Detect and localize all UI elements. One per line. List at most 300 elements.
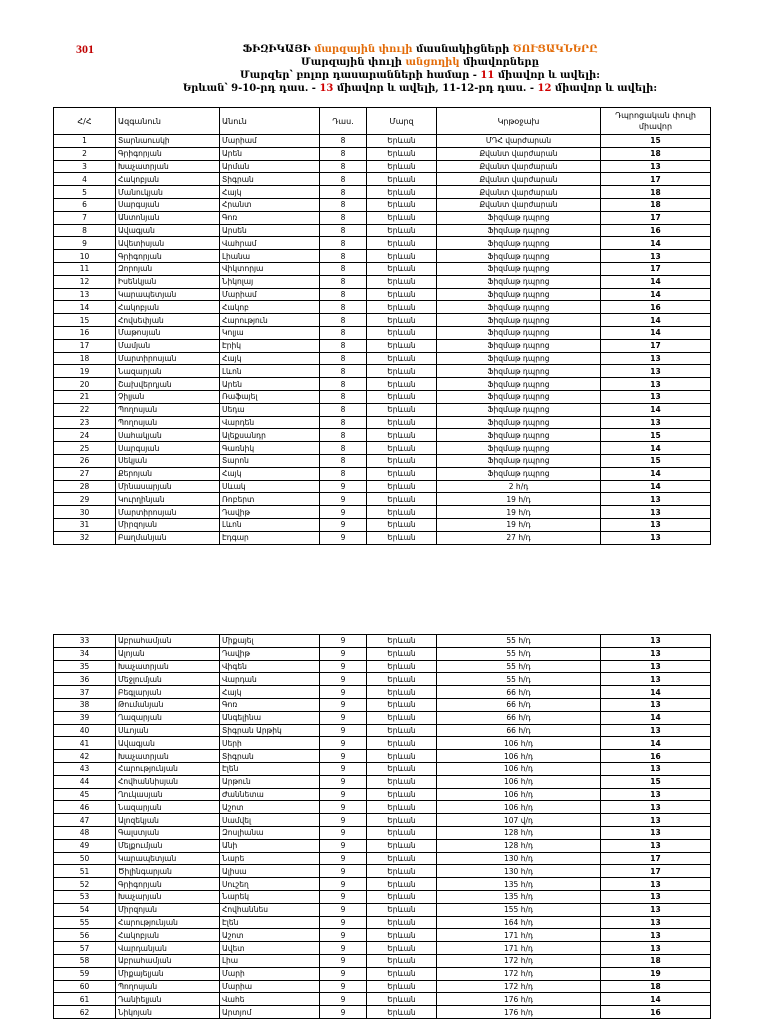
table-cell: 35 (54, 660, 116, 673)
table-cell: 9 (320, 673, 367, 686)
table-cell: Նարեկ (220, 890, 320, 903)
table-cell: 13 (601, 826, 711, 839)
table-cell: 13 (601, 390, 711, 403)
header-text: Երևան՝ 9-10-րդ դաս. - (182, 83, 320, 94)
table-cell: Պողոսյան (116, 416, 220, 429)
table-row (54, 839, 711, 852)
table-cell: 8 (320, 211, 367, 224)
table-row (54, 224, 711, 237)
table-cell: 55 հ/դ (437, 647, 601, 660)
table-cell: Երևան (367, 250, 437, 263)
header-line-3 (150, 69, 690, 82)
table-cell: Մանուկյան (116, 186, 220, 199)
table-cell: Երևան (367, 186, 437, 199)
table-cell: Քվանտ վարժարան (437, 173, 601, 186)
table-cell: Էլեն (220, 762, 320, 775)
table-row (54, 942, 711, 955)
table-cell: Երևան (367, 878, 437, 891)
results-table-bottom (53, 634, 711, 1019)
table-cell: 13 (54, 288, 116, 301)
document-header (150, 43, 690, 95)
table-cell: 130 հ/դ (437, 852, 601, 865)
table-cell: 8 (320, 237, 367, 250)
table-cell: 106 հ/դ (437, 801, 601, 814)
table-cell: Քերոյան (116, 467, 220, 480)
table-cell: Գառնիկ (220, 442, 320, 455)
table-cell: 8 (320, 429, 367, 442)
table-cell: 9 (320, 737, 367, 750)
table-cell: Խաչատրյան (116, 750, 220, 763)
table-cell: 13 (601, 416, 711, 429)
table-cell: Սերի (220, 737, 320, 750)
table-cell: Սևակ (220, 480, 320, 493)
table-cell: 172 հ/դ (437, 980, 601, 993)
table-cell: Երևան (367, 147, 437, 160)
table-cell: Երևան (367, 903, 437, 916)
table-cell: 2 (54, 147, 116, 160)
header-line-1 (150, 43, 690, 56)
table-cell: 52 (54, 878, 116, 891)
table-cell: Շախվերդյան (116, 378, 220, 391)
table-cell: 13 (601, 531, 711, 544)
table-cell: 15 (54, 314, 116, 327)
table-cell: 8 (320, 160, 367, 173)
table-cell: 13 (601, 493, 711, 506)
table-cell: 16 (601, 301, 711, 314)
table-cell: Գոռ (220, 211, 320, 224)
table-row (54, 647, 711, 660)
table-cell: Միրզոյան (116, 518, 220, 531)
table-cell: 13 (601, 878, 711, 891)
table-cell: 18 (601, 147, 711, 160)
table-cell: 44 (54, 775, 116, 788)
table-cell: Ֆիզմաթ դպրոց (437, 211, 601, 224)
table-cell: Հարությունյան (116, 762, 220, 775)
header-highlight: ԾՈՒՑԱԿՆԵՐԸ (512, 44, 598, 55)
table-row (54, 352, 711, 365)
table-cell: 13 (601, 635, 711, 648)
table-row (54, 237, 711, 250)
table-cell: 13 (601, 352, 711, 365)
table-cell: Ավետ (220, 942, 320, 955)
table-row (54, 250, 711, 263)
table-cell: 14 (601, 314, 711, 327)
table-cell: 9 (320, 980, 367, 993)
table-row (54, 878, 711, 891)
table-cell: 18 (54, 352, 116, 365)
table-cell: 13 (601, 903, 711, 916)
table-cell: Երևան (367, 173, 437, 186)
table-row (54, 454, 711, 467)
header-line-4 (150, 82, 690, 95)
table-cell: 13 (601, 378, 711, 391)
table-cell: Ծիլինգարյան (116, 865, 220, 878)
table-cell: Անի (220, 839, 320, 852)
table-cell: Երևան (367, 288, 437, 301)
table-cell: Երևան (367, 967, 437, 980)
table-cell: 4 (54, 173, 116, 186)
table-cell: Մարի (220, 967, 320, 980)
column-header: Դպրոցական փուլի միավոր (601, 108, 711, 135)
table-cell: Նարե (220, 852, 320, 865)
table-cell: Ֆիզմաթ դպրոց (437, 442, 601, 455)
table-cell: 11 (54, 262, 116, 275)
table-row (54, 673, 711, 686)
table-cell: 9 (320, 724, 367, 737)
table-cell: 39 (54, 711, 116, 724)
table-cell: Դավիթ (220, 506, 320, 519)
table-cell: Ավագյան (116, 737, 220, 750)
table-row (54, 724, 711, 737)
header-text: միավոր և ավելի: (494, 70, 600, 81)
table-cell: Զորոյան (116, 262, 220, 275)
header-text: միավորները (459, 57, 539, 68)
table-cell: 7 (54, 211, 116, 224)
table-cell: 13 (601, 647, 711, 660)
table-cell: Սեկյան (116, 454, 220, 467)
table-cell: Երևան (367, 788, 437, 801)
table-cell: 55 հ/դ (437, 673, 601, 686)
table-cell: 50 (54, 852, 116, 865)
table-cell: 55 հ/դ (437, 635, 601, 648)
table-cell: 8 (320, 403, 367, 416)
table-cell: Մամյան (116, 339, 220, 352)
table-cell: Արման (220, 160, 320, 173)
table-cell: 12 (54, 275, 116, 288)
table-cell: 8 (320, 198, 367, 211)
table-cell: 6 (54, 198, 116, 211)
table-cell: Աբրահամյան (116, 635, 220, 648)
table-row (54, 275, 711, 288)
table-row (54, 929, 711, 942)
table-row (54, 442, 711, 455)
table-row (54, 531, 711, 544)
table-cell: Նիկոյան (116, 1006, 220, 1019)
table-row (54, 775, 711, 788)
table-row (54, 390, 711, 403)
table-cell: 54 (54, 903, 116, 916)
table-cell: Երևան (367, 493, 437, 506)
table-cell: 53 (54, 890, 116, 903)
table-cell: 9 (320, 506, 367, 519)
table-cell: Արթուն (220, 775, 320, 788)
table-cell: Վահրամ (220, 237, 320, 250)
table-cell: 17 (601, 339, 711, 352)
table-cell: Վարդանյան (116, 942, 220, 955)
table-cell: Մարտիրոսյան (116, 352, 220, 365)
table-row (54, 852, 711, 865)
table-cell: Գրիգորյան (116, 250, 220, 263)
table-cell: 9 (320, 493, 367, 506)
table-cell: Խաչատրյան (116, 160, 220, 173)
table-cell: Երևան (367, 852, 437, 865)
table-cell: Երևան (367, 211, 437, 224)
table-cell: Աբրահամյան (116, 954, 220, 967)
table-cell: 9 (320, 929, 367, 942)
table-cell: Երևան (367, 660, 437, 673)
table-cell: 16 (601, 750, 711, 763)
table-cell: Երևան (367, 737, 437, 750)
table-row (54, 467, 711, 480)
table-cell: Հովհաննիսյան (116, 775, 220, 788)
header-highlight: անցողիկ (405, 57, 460, 68)
table-cell: 8 (320, 365, 367, 378)
table-cell: Նազարյան (116, 801, 220, 814)
table-cell: Հակոբյան (116, 301, 220, 314)
table-cell: 9 (320, 660, 367, 673)
table-cell: 5 (54, 186, 116, 199)
table-row (54, 378, 711, 391)
table-cell: 9 (320, 852, 367, 865)
table-cell: 27 հ/դ (437, 531, 601, 544)
table-cell: Երևան (367, 916, 437, 929)
table-cell: 8 (320, 250, 367, 263)
table-cell: 17 (601, 262, 711, 275)
table-cell: Կուրղինյան (116, 493, 220, 506)
table-cell: 8 (320, 262, 367, 275)
table-cell: Ալեքսանդր (220, 429, 320, 442)
table-cell: 13 (601, 160, 711, 173)
table-cell: 14 (601, 275, 711, 288)
table-cell: 60 (54, 980, 116, 993)
table-cell: 18 (601, 980, 711, 993)
table-cell: 14 (54, 301, 116, 314)
table-cell: Ֆիզմաթ դպրոց (437, 429, 601, 442)
table-cell: 9 (320, 711, 367, 724)
table-cell: 36 (54, 673, 116, 686)
table-cell: Աշոտ (220, 801, 320, 814)
table-cell: 14 (601, 288, 711, 301)
table-cell: Հայկ (220, 686, 320, 699)
table-cell: 8 (320, 378, 367, 391)
table-cell: 172 հ/դ (437, 967, 601, 980)
table-cell: Երևան (367, 647, 437, 660)
table-cell: Հակոբ (220, 301, 320, 314)
table-cell: 107 վ/դ (437, 814, 601, 827)
table-cell: 13 (601, 724, 711, 737)
table-cell: 106 հ/դ (437, 737, 601, 750)
table-cell: Թումանյան (116, 698, 220, 711)
table-cell: Ֆիզմաթ դպրոց (437, 403, 601, 416)
table-cell: Երևան (367, 801, 437, 814)
table-cell: Էլեն (220, 916, 320, 929)
table-cell: Տիգրան (220, 173, 320, 186)
table-row (54, 903, 711, 916)
table-cell: Արտյոմ (220, 1006, 320, 1019)
table-row (54, 326, 711, 339)
table-cell: 55 (54, 916, 116, 929)
table-row (54, 135, 711, 148)
table-cell: Դանիելյան (116, 993, 220, 1006)
table-cell: 9 (320, 647, 367, 660)
table-cell: 24 (54, 429, 116, 442)
table-cell: 2 հ/դ (437, 480, 601, 493)
table-cell: 13 (601, 814, 711, 827)
table-cell: 22 (54, 403, 116, 416)
table-cell: 62 (54, 1006, 116, 1019)
table-cell: 14 (601, 737, 711, 750)
table-cell: Երևան (367, 442, 437, 455)
table-row (54, 801, 711, 814)
table-cell: 13 (601, 801, 711, 814)
table-cell: Ֆիզմաթ դպրոց (437, 467, 601, 480)
table-row (54, 288, 711, 301)
header-text: միավոր և ավելի: (551, 83, 658, 94)
table-cell: 9 (320, 801, 367, 814)
table-cell: 9 (320, 865, 367, 878)
table-cell: 28 (54, 480, 116, 493)
table-cell: Քվանտ վարժարան (437, 198, 601, 211)
column-header: Կրթօջախ (437, 108, 601, 135)
table-cell: 29 (54, 493, 116, 506)
table-cell: Անգելինա (220, 711, 320, 724)
table-cell: 8 (320, 467, 367, 480)
table-cell: 13 (601, 250, 711, 263)
table-row (54, 635, 711, 648)
table-cell: Սևոյան (116, 724, 220, 737)
table-cell: 17 (601, 852, 711, 865)
table-row (54, 365, 711, 378)
table-cell: 9 (320, 686, 367, 699)
table-cell: Ֆիզմաթ դպրոց (437, 237, 601, 250)
table-cell: Ֆիզմաթ դպրոց (437, 390, 601, 403)
table-cell: 14 (601, 480, 711, 493)
table-row (54, 173, 711, 186)
table-cell: Երևան (367, 954, 437, 967)
table-cell: 9 (320, 480, 367, 493)
table-cell: 9 (320, 826, 367, 839)
table-cell: 1 (54, 135, 116, 148)
table-cell: 14 (601, 403, 711, 416)
table-cell: Քվանտ վարժարան (437, 160, 601, 173)
table-row (54, 518, 711, 531)
table-cell: 14 (601, 993, 711, 1006)
table-cell: Ֆիզմաթ դպրոց (437, 352, 601, 365)
table-cell: Հարությունյան (116, 916, 220, 929)
table-cell: 14 (601, 711, 711, 724)
table-cell: 40 (54, 724, 116, 737)
table-cell: Հայկ (220, 467, 320, 480)
table-cell: 19 (601, 967, 711, 980)
table-cell: 21 (54, 390, 116, 403)
table-row (54, 865, 711, 878)
table-cell: Բաղմանյան (116, 531, 220, 544)
table-cell: Ֆիզմաթ դպրոց (437, 339, 601, 352)
table-cell: 128 հ/դ (437, 826, 601, 839)
table-cell: 61 (54, 993, 116, 1006)
table-cell: Երևան (367, 429, 437, 442)
table-cell: 55 հ/դ (437, 660, 601, 673)
column-header: Մարզ (367, 108, 437, 135)
table-cell: 9 (320, 775, 367, 788)
table-cell: Հարություն (220, 314, 320, 327)
table-cell: Ֆիզմաթ դպրոց (437, 314, 601, 327)
table-cell: Հովսեփյան (116, 314, 220, 327)
table-cell: Խաչարյան (116, 890, 220, 903)
table-cell: 34 (54, 647, 116, 660)
table-row (54, 698, 711, 711)
table-cell: 49 (54, 839, 116, 852)
table-cell: Դավիթ (220, 647, 320, 660)
header-text: մասնակիցների (412, 44, 513, 55)
table-cell: Երևան (367, 980, 437, 993)
table-cell: 51 (54, 865, 116, 878)
table-cell: 58 (54, 954, 116, 967)
table-cell: 19 (54, 365, 116, 378)
table-row (54, 1006, 711, 1019)
table-cell: 17 (54, 339, 116, 352)
table-row (54, 211, 711, 224)
table-row (54, 980, 711, 993)
table-cell: 8 (320, 301, 367, 314)
table-cell: Երևան (367, 301, 437, 314)
table-cell: 25 (54, 442, 116, 455)
table-cell: Ֆիզմաթ դպրոց (437, 301, 601, 314)
table-cell: Կարապետյան (116, 852, 220, 865)
table-cell: Ալոյան (116, 647, 220, 660)
table-cell: 9 (320, 967, 367, 980)
table-cell: 14 (601, 326, 711, 339)
table-cell: Ալիսա (220, 865, 320, 878)
column-header: Անուն (220, 108, 320, 135)
column-header: Դաս. (320, 108, 367, 135)
table-cell: Նազարյան (116, 365, 220, 378)
table-cell: Ղուկասյան (116, 788, 220, 801)
table-cell: 13 (601, 506, 711, 519)
table-cell: Երևան (367, 326, 437, 339)
table-cell: 66 հ/դ (437, 698, 601, 711)
table-cell: Բեգլարյան (116, 686, 220, 699)
table-cell: Երևան (367, 365, 437, 378)
table-cell: 16 (601, 224, 711, 237)
table-cell: 13 (601, 762, 711, 775)
table-cell: 8 (320, 416, 367, 429)
table-cell: Տիգրան Արթիկ (220, 724, 320, 737)
table-cell: Երևան (367, 942, 437, 955)
table-cell: 14 (601, 237, 711, 250)
table-cell: 9 (320, 635, 367, 648)
table-cell: 66 հ/դ (437, 686, 601, 699)
table-cell: 3 (54, 160, 116, 173)
table-cell: 17 (601, 211, 711, 224)
table-cell: 14 (601, 686, 711, 699)
table-cell: Իսենկյան (116, 275, 220, 288)
table-cell: Երևան (367, 890, 437, 903)
table-cell: 9 (320, 916, 367, 929)
table-cell: 8 (320, 275, 367, 288)
header-highlight: մարզային փուլի (314, 44, 413, 55)
table-row (54, 737, 711, 750)
table-row (54, 954, 711, 967)
table-row (54, 711, 711, 724)
table-cell: Ֆիզմաթ դպրոց (437, 378, 601, 391)
table-cell: Կոլյա (220, 326, 320, 339)
table-cell: 8 (320, 186, 367, 199)
table-cell: 106 հ/դ (437, 762, 601, 775)
table-cell: Մինասարյան (116, 480, 220, 493)
table-row (54, 750, 711, 763)
table-cell: Պողոսյան (116, 980, 220, 993)
table-cell: 9 (320, 839, 367, 852)
table-cell: Երևան (367, 314, 437, 327)
table-cell: 155 հ/դ (437, 903, 601, 916)
table-row (54, 916, 711, 929)
table-cell: Ֆիզմաթ դպրոց (437, 288, 601, 301)
table-cell: 9 (320, 1006, 367, 1019)
table-row (54, 429, 711, 442)
table-cell: Երևան (367, 480, 437, 493)
table-cell: Զոսլիանա (220, 826, 320, 839)
